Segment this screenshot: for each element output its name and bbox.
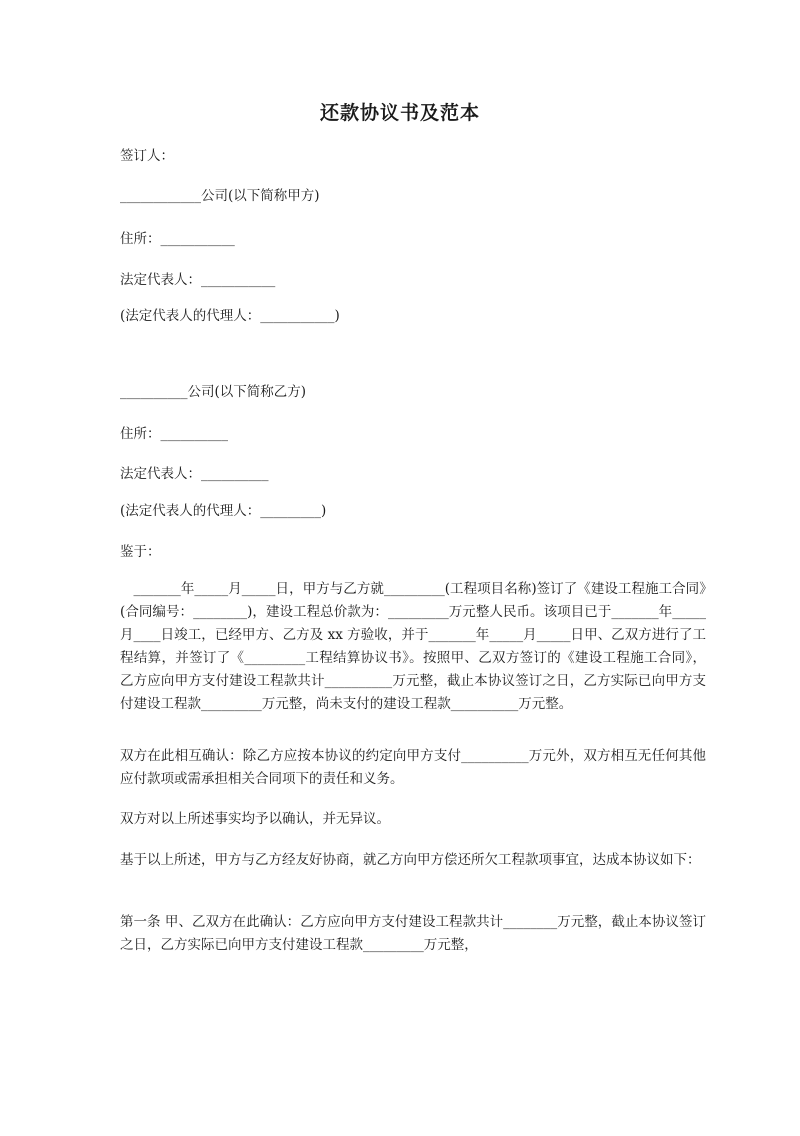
- party-a-legal-rep: 法定代表人：___________: [120, 272, 276, 288]
- paragraph-mutual-confirmation: 双方在此相互确认：除乙方应按本协议的约定向甲方支付__________万元外，双方相互无任何其他应付款项或需承担相关合同项下的责任和义务。: [120, 748, 706, 787]
- party-a-company: ____________公司(以下简称甲方): [120, 188, 320, 204]
- party-b-legal-rep: 法定代表人：__________: [120, 466, 269, 482]
- signatory-label: 签订人：: [120, 148, 174, 164]
- document-title: 还款协议书及范本: [319, 102, 480, 124]
- party-b-company: __________公司(以下简称乙方): [120, 384, 307, 400]
- paragraph-article-one: 第一条 甲、乙双方在此确认：乙方应向甲方支付建设工程款共计________万元整，截止本协议签订之日，乙方实际已向甲方支付建设工程款_________万元整，: [120, 914, 706, 953]
- paragraph-no-objection: 双方对以上所述事实均予以确认，并无异议。: [120, 811, 390, 827]
- party-a-agent: (法定代表人的代理人：___________): [120, 308, 340, 324]
- paragraph-agreement-basis: 基于以上所述，甲方与乙方经友好协商，就乙方向甲方偿还所欠工程款项事宜，达成本协议如下：: [120, 852, 701, 868]
- party-b-agent: (法定代表人的代理人：_________): [120, 503, 327, 519]
- paragraph-background: _______年_____月_____日，甲方与乙方就_________(工程项目名称)签订了《建设工程施工合同》(合同编号：________)，建设工程总价款为：_________万元整人民币。该项目已于_______年_____月____日竣工，已经甲方、乙方及 xx 方验收，并于_______年_____月_____日甲、乙双方进行了工程结算，并签订了《_________工程结算协议书》。按照甲、乙双方签订的《建设工程施工合同》，乙方应向甲方支付建设工程款共计__________万元整，截止本协议签订之日，乙方实际已向甲方支付建设工程款_________万元整，尚未支付的建设工程款__________万元整。: [120, 581, 706, 712]
- party-b-address: 住所：__________: [120, 426, 228, 442]
- whereas-label: 鉴于：: [120, 544, 161, 560]
- party-a-address: 住所：___________: [120, 231, 235, 247]
